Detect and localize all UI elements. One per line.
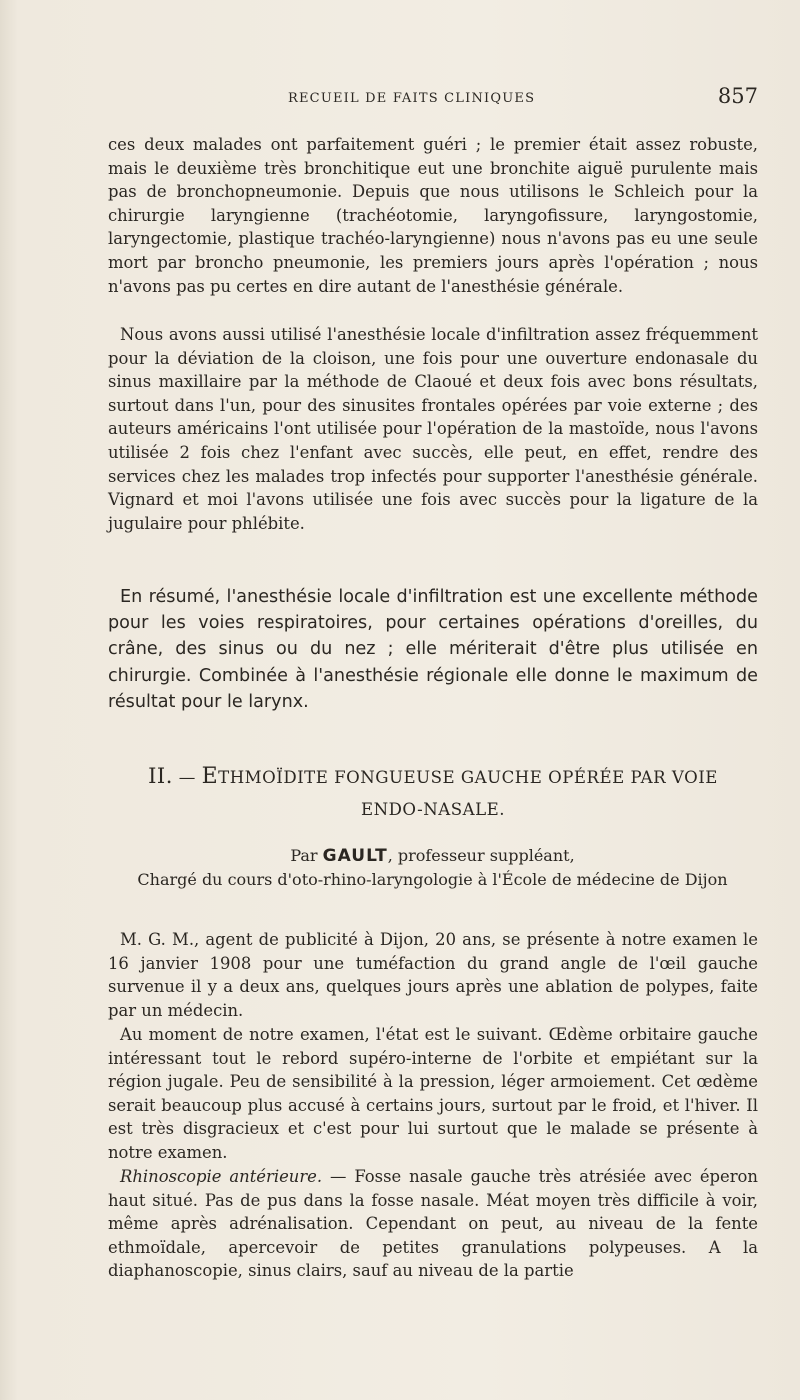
byline-prefix: Par — [290, 846, 323, 865]
paragraph-continuation: ces deux malades ont parfaitement guéri ; le premier était assez robuste, mais le deuxième très bronchitique eut une bronchite aiguë purulente mais pas de bronchopneumonie. Depuis que nous utilisons le Schleich pour la chirurgie laryngienne (trachéotomie, laryngofissure, laryngostomie, laryngectomie, plastique trachéo-laryngienne) nous n'avons pas eu une seule mort par broncho pneumonie, les premiers jours après l'opération ; nous n'avons pas pu certes en dire autant de l'anesthésie générale. — [108, 135, 758, 296]
running-title: RECUEIL DE FAITS CLINIQUES — [288, 91, 536, 106]
page-header — [108, 84, 758, 114]
section-dash: — — [178, 768, 196, 787]
author-name: GAULT — [322, 846, 388, 866]
paragraph-local-anesthesia-uses: Nous avons aussi utilisé l'anesthésie locale d'infiltration assez fréquemment pour la déviation de la cloison, une fois pour une ouverture endonasale du sinus maxillaire par la méthode de Claoué et deux fois avec bons résultats, surtout dans l'un, pour des sinusites frontales opérées par voie externe ; des auteurs américains l'ont utilisée pour l'opération de la mastoïde, nous l'avons utilisée 2 fois chez l'enfant avec succès, elle peut, en effet, rendre des services chez les malades trop infectés pour supporter l'anesthésie générale. Vignard et moi l'avons utilisée une fois avec succès pour la ligature de la jugulaire pour phlébite. — [108, 325, 758, 533]
byline-line1 — [80, 844, 785, 868]
paragraph-rhinoscopy — [108, 1165, 758, 1283]
paragraph-summary: En résumé, l'anesthésie locale d'infiltration est une excellente méthode pour les voies respiratoires, pour certaines opérations d'oreilles, du crâne, des sinus ou du nez ; elle mériterait d'être plus utilisée en chirurgie. Combinée à l'anesthésie régionale elle donne le maximum de résultat pour le larynx. — [108, 587, 758, 712]
section-heading — [108, 760, 758, 826]
byline — [80, 844, 785, 891]
section-title-line1: THMOÏDITE FONGUEUSE GAUCHE OPÉRÉE PAR VOIE — [218, 768, 718, 787]
section-title-initial: E — [201, 764, 219, 789]
section-number: II. — [148, 764, 173, 788]
rhinoscopy-text: — Fosse nasale gauche très atrésiée avec éperon haut situé. Pas de pus dans la fosse nasale. Méat moyen très difficile à voir, même après adrénalisation. Cependant on peut, au niveau de la fente ethmoïdale, apercevoir de petites granulations polypeuses. A la diaphanoscopie, sinus clairs, sauf au niveau de la partie — [108, 1167, 758, 1281]
byline-suffix: , professeur suppléant, — [387, 846, 575, 865]
paragraph-examination: Au moment de notre examen, l'état est le suivant. Œdème orbitaire gauche intéressant tout le rebord supéro-interne de l'orbite et empiétant sur la région jugale. Peu de sensibilité à la pression, léger armoiement. Cet œdème serait beaucoup plus accusé à certains jours, surtout par le froid, et l'hiver. Il est très disgracieux et c'est pour lui surtout que le malade se présente à notre examen. — [108, 1025, 758, 1162]
paragraph-case-presentation: M. G. M., agent de publicité à Dijon, 20 ans, se présente à notre examen le 16 janvier 1908 pour une tuméfaction du grand angle de l'œil gauche survenue il y a deux ans, quelques jours après une ablation de polypes, faite par un médecin. — [108, 930, 758, 1020]
section-title-line2: ENDO-NASALE. — [360, 800, 506, 819]
rhinoscopy-label: Rhinoscopie antérieure. — [120, 1167, 323, 1186]
page-number: 857 — [717, 84, 758, 108]
byline-affiliation: Chargé du cours d'oto-rhino-laryngologie à l'École de médecine de Dijon — [137, 870, 728, 889]
section-heading-line1 — [108, 760, 758, 794]
